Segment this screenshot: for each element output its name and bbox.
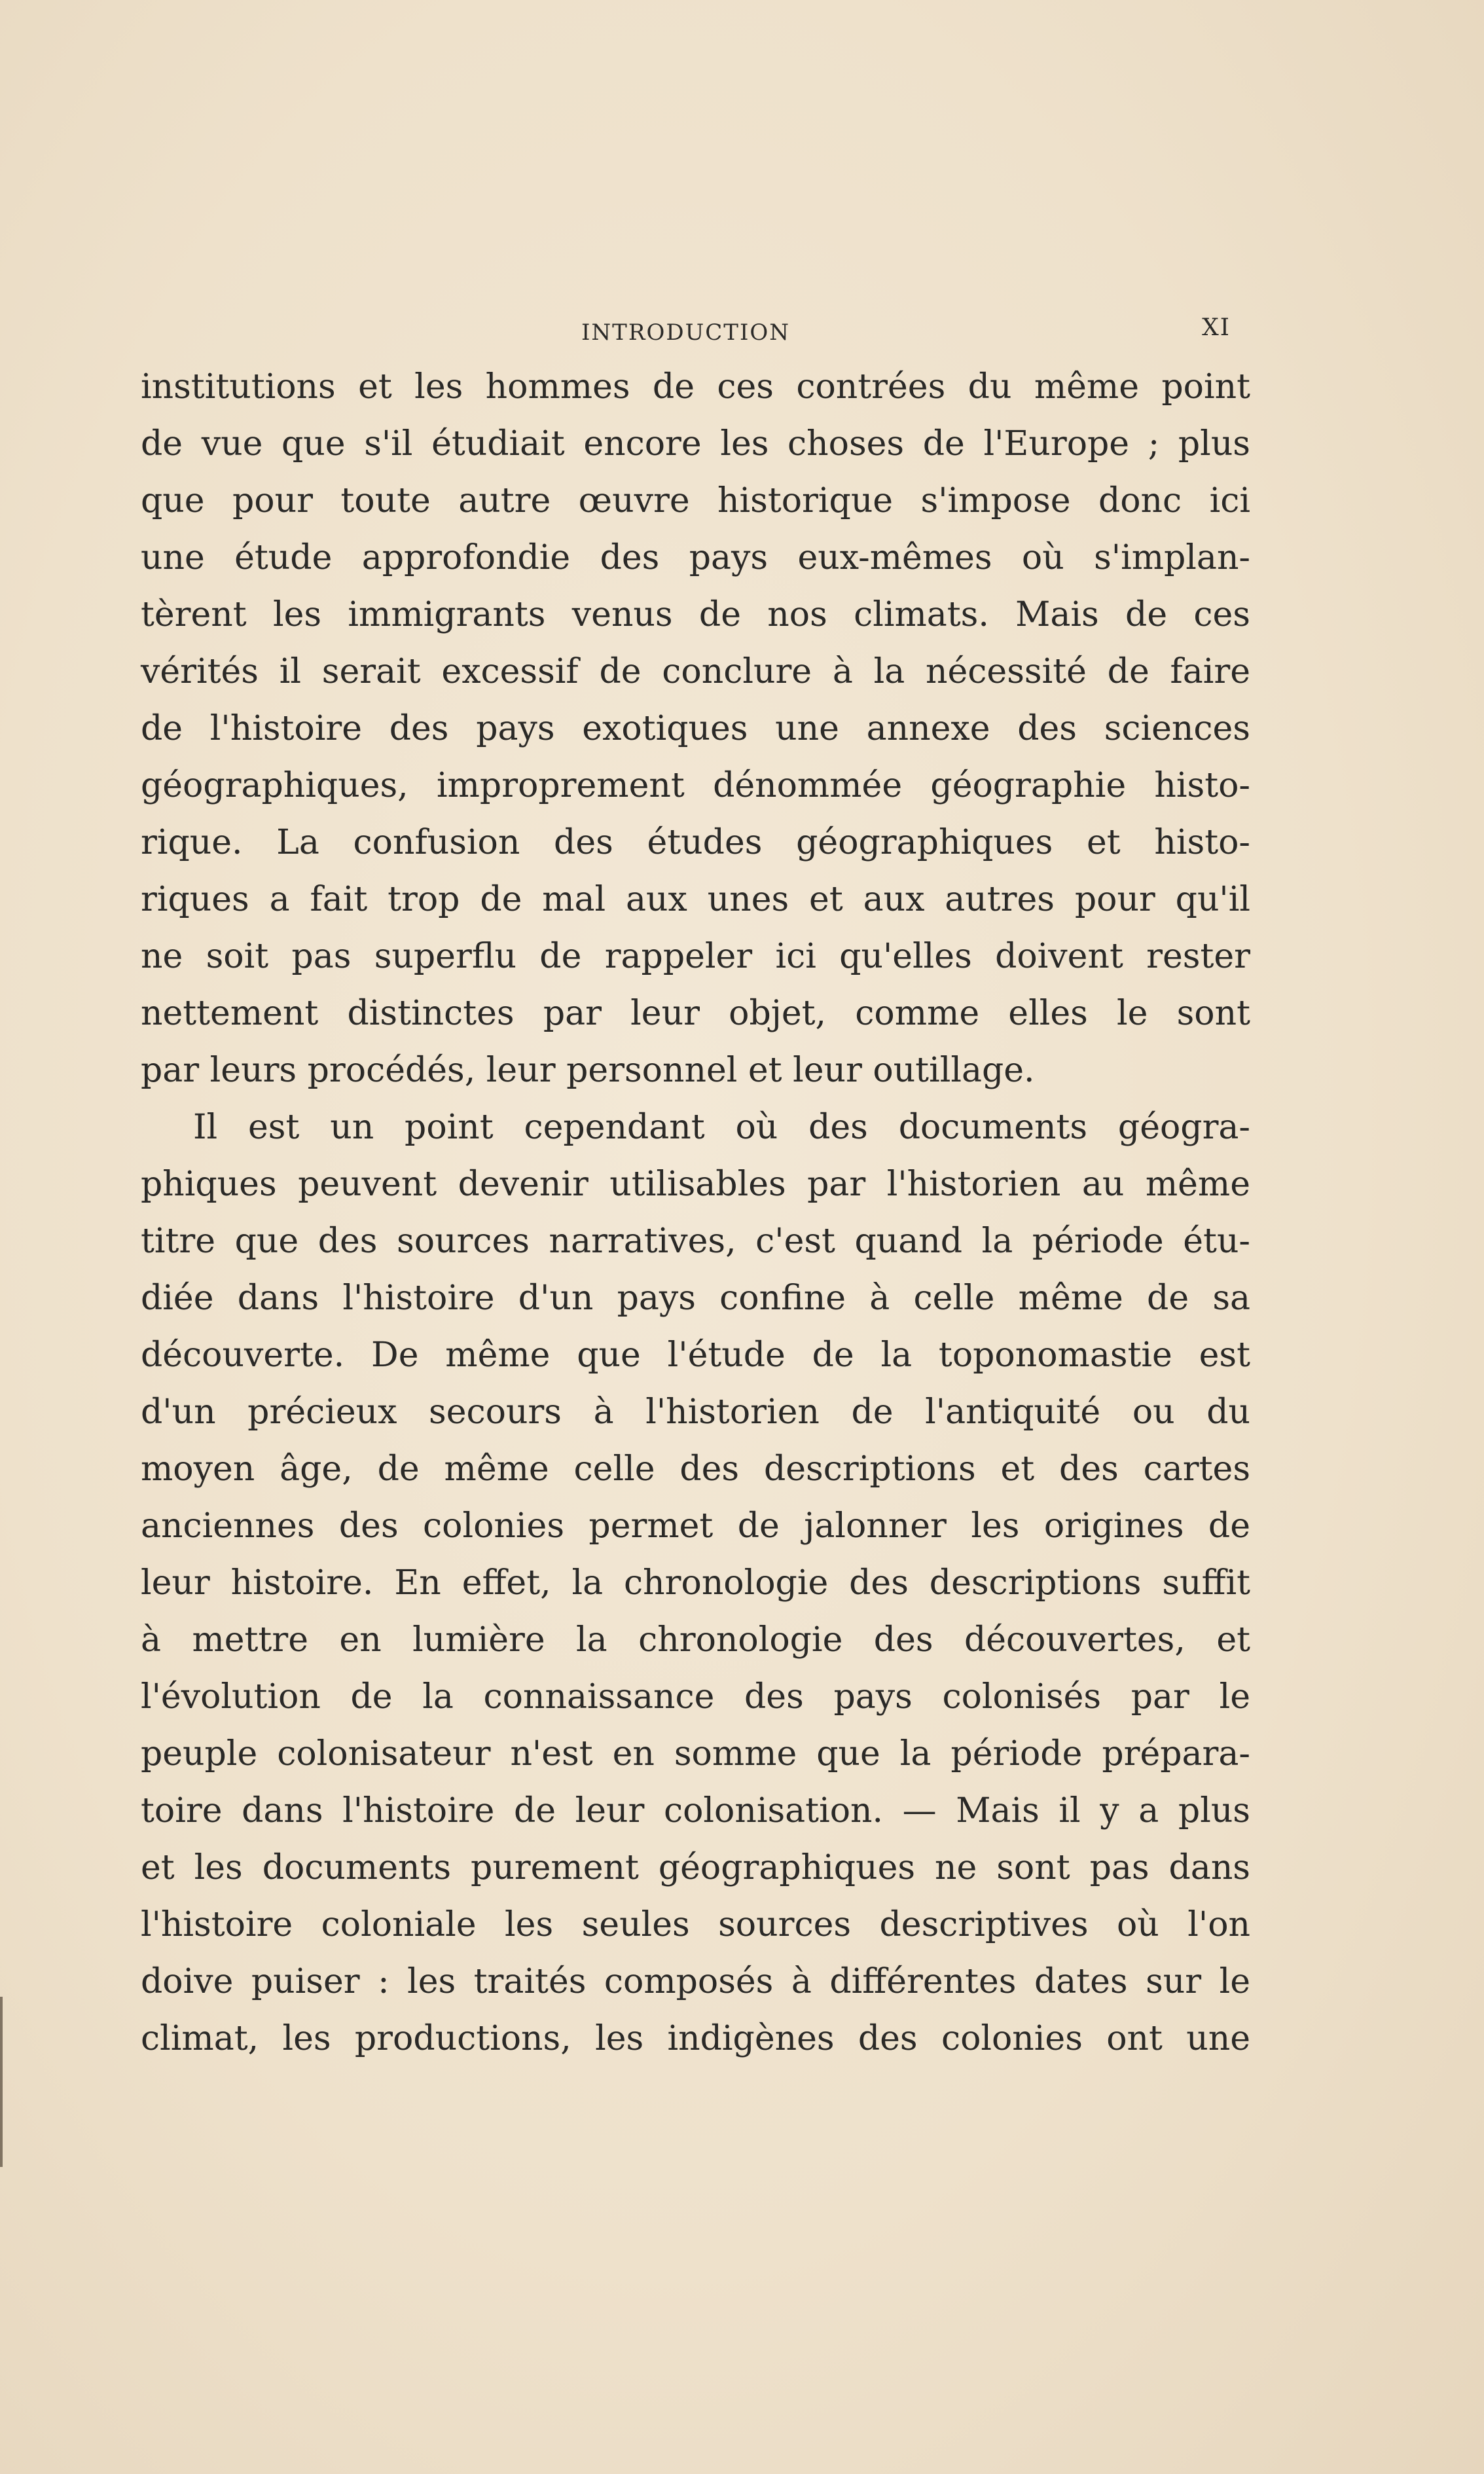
text-line: une étude approfondie des pays eux-mêmes où s'implan-	[141, 538, 1250, 577]
text-line: anciennes des colonies permet de jalonner les origines de	[141, 1506, 1250, 1546]
text-line: peuple colonisateur n'est en somme que la période prépara-	[141, 1734, 1250, 1774]
text-line: leur histoire. En effet, la chronologie des descriptions suffit	[141, 1563, 1250, 1603]
text-line: à mettre en lumière la chronologie des découvertes, et	[141, 1620, 1250, 1660]
text-line: de l'histoire des pays exotiques une annexe des sciences	[141, 709, 1250, 748]
text-line: découverte. De même que l'étude de la toponomastie est	[141, 1336, 1250, 1375]
text-line: titre que des sources narratives, c'est quand la période étu-	[141, 1222, 1250, 1261]
text-line: riques a fait trop de mal aux unes et aux autres pour qu'il	[141, 880, 1250, 919]
text-line: ne soit pas superflu de rappeler ici qu'elles doivent rester	[141, 937, 1250, 976]
text-line: doive puiser : les traités composés à différentes dates sur le	[141, 1962, 1250, 2001]
text-line: que pour toute autre œuvre historique s'impose donc ici	[141, 481, 1250, 520]
text-line: géographiques, improprement dénommée géographie histo-	[141, 766, 1250, 805]
text-line: vérités il serait excessif de conclure à la nécessité de faire	[141, 652, 1250, 691]
text-line: institutions et les hommes de ces contrées du même point	[141, 367, 1250, 407]
running-title: INTRODUCTION	[581, 319, 790, 346]
page-header	[141, 313, 1231, 352]
text-line: nettement distinctes par leur objet, comme elles le sont	[141, 994, 1250, 1033]
text-line: toire dans l'histoire de leur colonisation. — Mais il y a plus	[141, 1791, 1250, 1830]
page-edge-mark	[0, 1997, 3, 2167]
page-number: XI	[1202, 314, 1231, 341]
body-text	[141, 359, 1250, 2067]
text-line: diée dans l'histoire d'un pays confine à celle même de sa	[141, 1279, 1250, 1318]
text-line: rique. La confusion des études géographiques et histo-	[141, 823, 1250, 862]
text-line: moyen âge, de même celle des descriptions et des cartes	[141, 1449, 1250, 1489]
text-line: phiques peuvent devenir utilisables par l'historien au même	[141, 1165, 1250, 1204]
paragraph-first-line: Il est un point cependant où des documents géogra-	[193, 1108, 1250, 1147]
text-line: et les documents purement géographiques ne sont pas dans	[141, 1848, 1250, 1887]
text-line: l'histoire coloniale les seules sources descriptives où l'on	[141, 1905, 1250, 1944]
text-line: tèrent les immigrants venus de nos climats. Mais de ces	[141, 595, 1250, 634]
text-line: d'un précieux secours à l'historien de l'antiquité ou du	[141, 1392, 1250, 1432]
text-line: de vue que s'il étudiait encore les choses de l'Europe ; plus	[141, 424, 1250, 464]
text-line: climat, les productions, les indigènes des colonies ont une	[141, 2019, 1250, 2058]
paragraph-last-line: par leurs procédés, leur personnel et leur outillage.	[141, 1051, 1035, 1090]
text-line: l'évolution de la connaissance des pays colonisés par le	[141, 1677, 1250, 1717]
